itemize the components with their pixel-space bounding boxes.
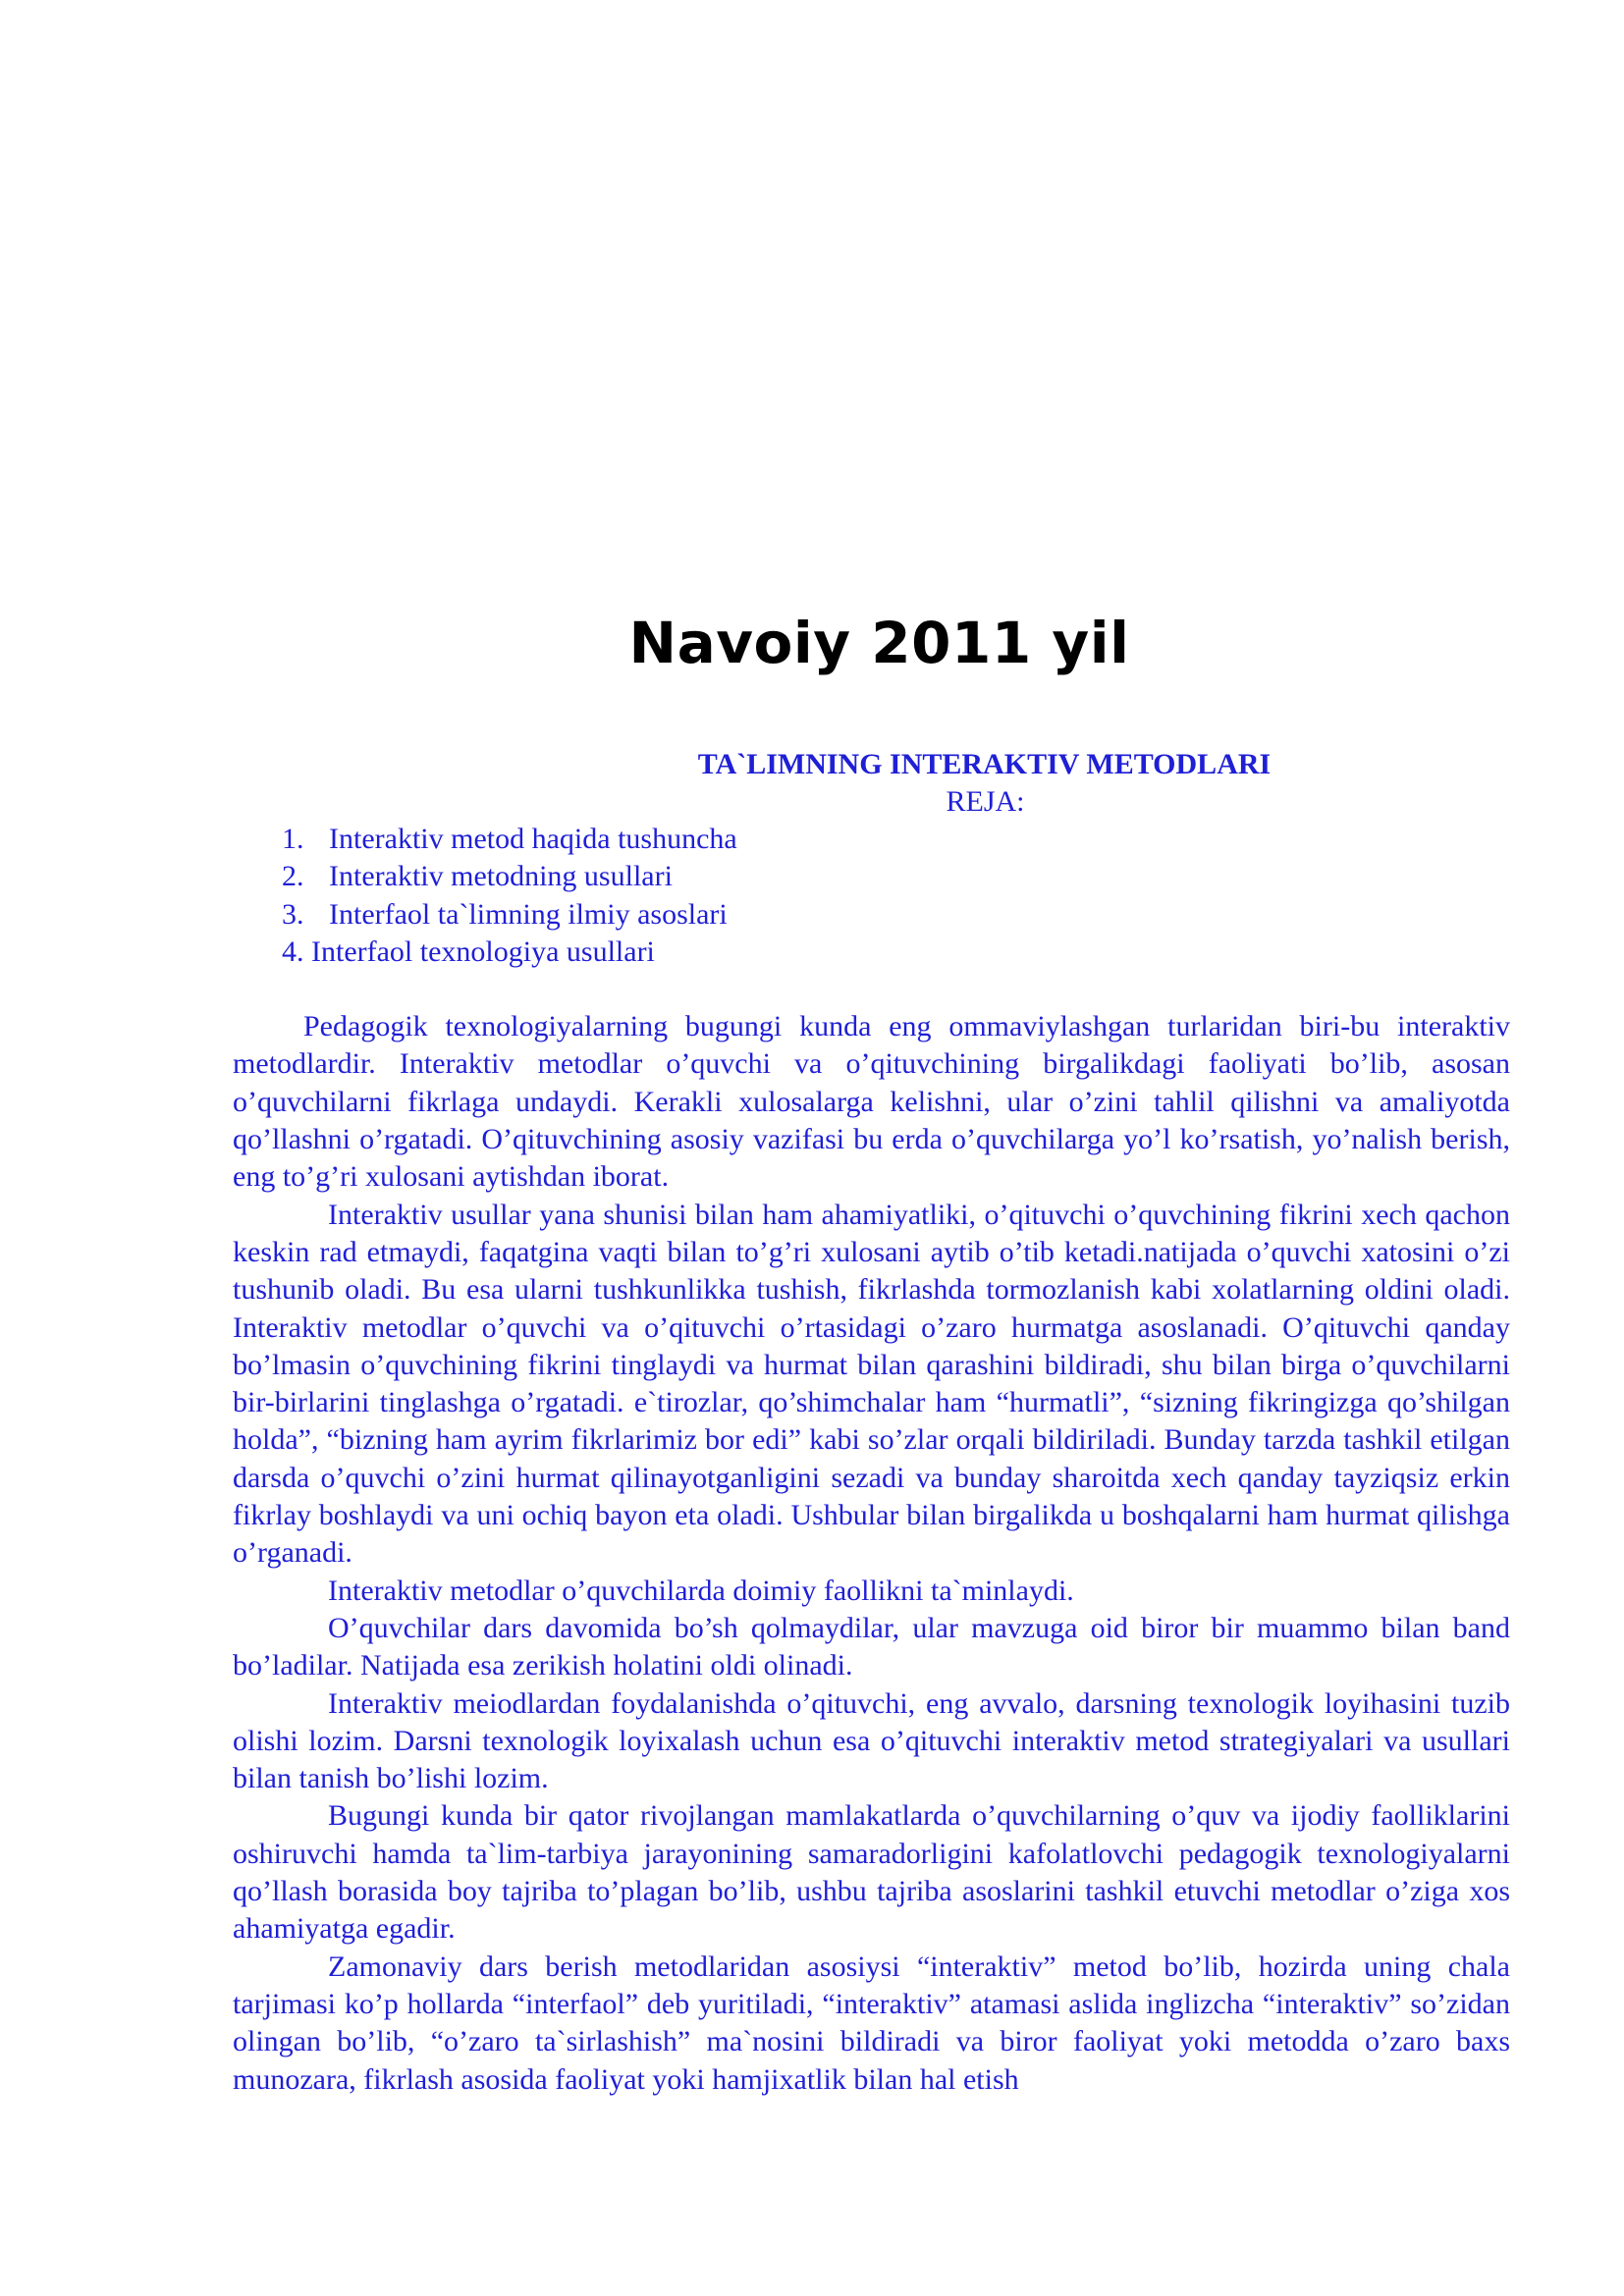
plan-list [233, 821, 1510, 971]
paragraph: Zamonaviy dars berish metodlaridan asosiysi “interaktiv” metod bo’lib, hozirda uning chala tarjimasi ko’p hollarda “interfaol” deb yuritiladi, “interaktiv” atamasi aslida inglizcha “interaktiv” so’zidan olingan bo’lib, “o’zaro ta`sirlashish” ma`nosini bildiradi va biror faoliyat yoki metodda o’zaro baxs munozara, fikrlash asosida faoliyat yoki hamjixatlik bilan hal etish [233, 1949, 1510, 2096]
paragraph: Interaktiv usullar yana shunisi bilan ham ahamiyatliki, o’qituvchi o’quvchining fikrini xech qachon keskin rad etmaydi, faqatgina vaqti bilan to’g’ri xulosani aytib o’tib ketadi.natijada o’quvchi xatosini o’zi tushunib oladi. Bu esa ularni tushkunlikka tushish, fikrlashda tormozlanish kabi xolatlarning oldini oladi. Interaktiv metodlar o’quvchi va o’qituvchi o’rtasidagi o’zaro hurmatga asoslanadi. O’qituvchi qanday bo’lmasin o’quvchining fikrini tinglaydi va hurmat bilan qarashini bildiradi, shu bilan birga o’quvchilarni bir-birlarini tinglashga o’rgatadi. e`tirozlar, qo’shimchalar ham “hurmatli”, “sizning fikringizga qo’shilgan holda”, “bizning ham ayrim fikrlarimiz bor edi” kabi so’zlar orqali bildiriladi. Bunday tarzda tashkil etilgan darsda o’quvchi o’zini hurmat qilinayotganligini sezadi va bunday sharoitda xech qanday tayziqsiz erkin fikrlay boshlaydi va uni ochiq bayon eta oladi. Ushbular bilan birgalikda u boshqalarni ham hurmat qilishga o’rganadi. [233, 1198, 1510, 1570]
plan-item-text: Interaktiv metodning usullari [329, 860, 673, 893]
plan-item-text: Interfaol ta`limning ilmiy asoslari [329, 897, 728, 931]
paragraph: Interaktiv meiodlardan foydalanishda o’qituvchi, eng avvalo, darsning texnologik loyihasini tuzib olishi lozim. Darsni texnologik loyixalash uchun esa o’qituvchi interaktiv metod strategiyalari va usullari bilan tanish bo’lishi lozim. [233, 1686, 1510, 1795]
plan-item-number: 3. [282, 897, 304, 931]
document-title: TA`LIMNING INTERAKTIV METODLARI [697, 748, 1272, 780]
plan-item-text: Interaktiv metod haqida tushuncha [329, 823, 737, 855]
plan-item-number: 4. [282, 934, 304, 968]
plan-item [233, 858, 1510, 895]
plan-item [233, 896, 1510, 934]
spacer [233, 971, 1510, 1008]
plan-item-text: Interfaol texnologiya usullari [311, 934, 655, 968]
plan-item [233, 821, 1510, 858]
document-body [233, 746, 1510, 2099]
paragraph: Bugungi kunda bir qator rivojlangan mamlakatlarda o’quvchilarning o’quv va ijodiy faolliklarini oshiruvchi hamda ta`lim-tarbiya jarayonining samaradorligini kafolatlovchi pedagogik texnologiyalarni qo’llash borasida boy tajriba to’plagan bo’lib, ushbu tajriba asoslarini tashkil etuvchi metodlar o’ziga xos ahamiyatga egadir. [233, 1799, 1510, 1946]
paragraph: Interaktiv metodlar o’quvchilarda doimiy faollikni ta`minlaydi. [328, 1574, 1074, 1607]
plan-item [233, 934, 1510, 971]
place-year-heading: Navoiy 2011 yil [628, 610, 1130, 676]
paragraph: O’quvchilar dars davomida bo’sh qolmaydilar, ular mavzuga oid biror bir muammo bilan band bo’ladilar. Natijada esa zerikish holatini oldi olinadi. [233, 1611, 1510, 1682]
plan-heading: REJA: [946, 785, 1025, 818]
plan-item-number: 2. [282, 860, 304, 893]
paragraph: Pedagogik texnologiyalarning bugungi kunda eng ommaviylashgan turlaridan biri-bu interaktiv metodlardir. Interaktiv metodlar o’quvchi va o’qituvchining birgalikdagi faoliyati bo’lib, asosan o’quvchilarni fikrlaga undaydi. Kerakli xulosalarga kelishni, ular o’zini tahlil qilishni va amaliyotda qo’llashni o’rgatadi. O’qituvchining asosiy vazifasi bu erda o’quvchilarga yo’l ko’rsatish, yo’nalish berish, eng to’g’ri xulosani aytishdan iborat. [233, 1010, 1510, 1194]
plan-item-number: 1. [282, 823, 304, 855]
